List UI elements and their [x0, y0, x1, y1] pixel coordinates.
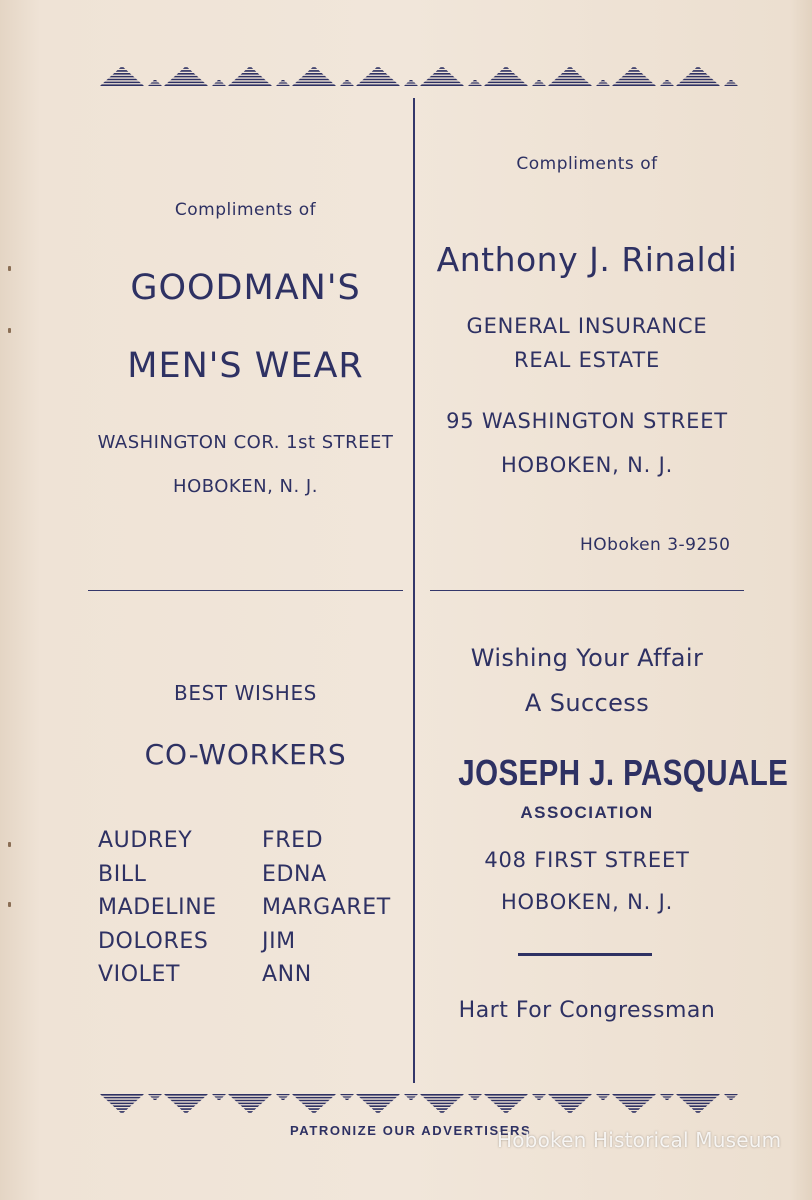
border-stripe [726, 1096, 735, 1097]
border-stripe [473, 80, 478, 81]
border-stripe [534, 82, 543, 83]
city-text: HOBOKEN, N. J. [500, 890, 674, 914]
border-stripe [119, 1111, 125, 1113]
border-stripe [665, 80, 670, 81]
border-stripe [660, 1094, 674, 1095]
border-stripe [116, 1108, 129, 1110]
border-stripe [340, 1094, 354, 1095]
border-stripe [436, 1108, 449, 1110]
address-text: 408 FIRST STREET [484, 848, 690, 872]
border-stripe [628, 1108, 641, 1110]
border-stripe [365, 1103, 390, 1105]
border-stripe [493, 76, 518, 78]
border-stripe [278, 1096, 287, 1097]
border-stripe [214, 1096, 223, 1097]
wish-line1: Wishing Your Affair [470, 644, 704, 672]
border-stripe [420, 84, 464, 86]
border-stripe [177, 1105, 196, 1107]
border-stripe [241, 73, 260, 75]
border-stripe [340, 85, 354, 86]
border-stripe [439, 67, 445, 69]
border-stripe [490, 79, 521, 81]
border-stripe [342, 82, 351, 83]
border-stripe [311, 1111, 317, 1113]
border-stripe [369, 1105, 388, 1107]
border-stripe [554, 1100, 585, 1102]
border-stripe [164, 1094, 208, 1096]
border-stripe [106, 79, 137, 81]
border-stripe [676, 84, 720, 86]
border-stripe [596, 85, 610, 86]
coworker-name: MADELINE [98, 895, 217, 920]
border-stripe [278, 82, 287, 83]
city-text: HOBOKEN, N. J. [500, 453, 674, 477]
border-stripe [726, 82, 735, 83]
border-stripe [436, 70, 449, 72]
border-stripe [362, 79, 393, 81]
border-stripe [301, 76, 326, 78]
border-stripe [170, 1100, 201, 1102]
border-stripe [612, 84, 656, 86]
border-stripe [548, 84, 592, 86]
border-stripe [295, 82, 333, 84]
border-stripe [177, 73, 196, 75]
border-stripe [662, 82, 671, 83]
business-name-line1: GOODMAN'S [130, 268, 361, 308]
border-stripe [148, 85, 162, 86]
person-name: Anthony J. Rinaldi [436, 240, 738, 279]
border-stripe [625, 1105, 644, 1107]
right-horizontal-divider [430, 590, 744, 591]
border-stripe [217, 80, 222, 81]
border-stripe [100, 84, 144, 86]
border-stripe [439, 1111, 445, 1113]
border-stripe [180, 1108, 193, 1110]
border-stripe [618, 1100, 649, 1102]
border-stripe [356, 84, 400, 86]
border-stripe [298, 79, 329, 81]
border-stripe [342, 1096, 351, 1097]
border-stripe [103, 1097, 141, 1099]
wish-line2: A Success [524, 689, 650, 717]
border-stripe [493, 1103, 518, 1105]
border-stripe [551, 1097, 589, 1099]
border-stripe [113, 73, 132, 75]
border-stripe [409, 80, 414, 81]
border-stripe [420, 1094, 464, 1096]
border-stripe [244, 1108, 257, 1110]
border-stripe [685, 1103, 710, 1105]
border-stripe [308, 1108, 321, 1110]
border-stripe [551, 82, 589, 84]
border-stripe [237, 1103, 262, 1105]
border-stripe [241, 1105, 260, 1107]
coworker-name: FRED [262, 828, 324, 853]
border-stripe [679, 1097, 717, 1099]
border-stripe [682, 1100, 713, 1102]
greeting-text: BEST WISHES [174, 681, 317, 705]
border-stripe [234, 1100, 265, 1102]
border-stripe [106, 1100, 137, 1102]
border-stripe [295, 1097, 333, 1099]
border-stripe [490, 1100, 521, 1102]
border-stripe [167, 82, 205, 84]
border-stripe [298, 1100, 329, 1102]
border-stripe [679, 82, 717, 84]
border-stripe [433, 73, 452, 75]
border-stripe [554, 79, 585, 81]
binding-mark [8, 842, 11, 847]
border-stripe [153, 1099, 158, 1100]
border-stripe [665, 1099, 670, 1100]
coworker-name: VIOLET [98, 962, 181, 987]
border-stripe [618, 79, 649, 81]
border-stripe [423, 1097, 461, 1099]
border-stripe [180, 70, 193, 72]
border-stripe [470, 82, 479, 83]
service-line2: REAL ESTATE [513, 348, 661, 372]
border-stripe [660, 85, 674, 86]
names-column-2 [262, 824, 391, 992]
border-stripe [567, 1111, 573, 1113]
border-stripe [356, 1094, 400, 1096]
border-stripe [150, 82, 159, 83]
address-text: 95 WASHINGTON STREET [446, 409, 728, 433]
border-stripe [153, 80, 158, 81]
border-stripe [564, 70, 577, 72]
left-horizontal-divider [88, 590, 403, 591]
border-stripe [564, 1108, 577, 1110]
border-stripe [503, 67, 509, 69]
top-decorative-border [88, 64, 744, 86]
border-stripe [557, 76, 582, 78]
binding-mark [8, 902, 11, 907]
border-stripe [345, 80, 350, 81]
border-stripe [729, 80, 734, 81]
border-stripe [426, 79, 457, 81]
border-stripe [468, 1094, 482, 1095]
compliments-text: Compliments of [174, 200, 317, 220]
border-stripe [305, 73, 324, 75]
footer-text: PATRONIZE OUR ADVERTISERS [290, 1123, 532, 1138]
border-stripe [625, 73, 644, 75]
border-stripe [601, 80, 606, 81]
border-stripe [164, 84, 208, 86]
border-stripe [247, 1111, 253, 1113]
border-stripe [532, 85, 546, 86]
border-stripe [662, 1096, 671, 1097]
border-stripe [113, 1105, 132, 1107]
border-stripe [369, 73, 388, 75]
border-stripe [628, 70, 641, 72]
border-stripe [500, 70, 513, 72]
slogan-text: Hart For Congressman [458, 998, 716, 1023]
border-stripe [676, 1094, 720, 1096]
border-stripe [484, 1094, 528, 1096]
border-stripe [372, 70, 385, 72]
names-column-1 [98, 824, 217, 992]
business-name-line2: MEN'S WEAR [127, 346, 364, 386]
border-stripe [631, 67, 637, 69]
border-stripe [487, 1097, 525, 1099]
coworker-name: JIM [262, 928, 296, 954]
border-stripe [484, 84, 528, 86]
border-stripe [247, 67, 253, 69]
border-stripe [212, 1094, 226, 1095]
border-stripe [375, 1111, 381, 1113]
border-stripe [228, 1094, 272, 1096]
bottom-decorative-border [88, 1094, 744, 1116]
border-stripe [119, 67, 125, 69]
border-stripe [109, 1103, 134, 1105]
border-stripe [685, 76, 710, 78]
short-rule [518, 953, 652, 956]
border-stripe [598, 1096, 607, 1097]
binding-mark [8, 328, 11, 333]
border-stripe [372, 1108, 385, 1110]
border-stripe [429, 1103, 454, 1105]
border-stripe [695, 67, 701, 69]
border-stripe [429, 76, 454, 78]
border-stripe [231, 82, 269, 84]
border-stripe [365, 76, 390, 78]
center-vertical-divider [413, 98, 415, 1083]
border-stripe [561, 1105, 580, 1107]
border-stripe [281, 80, 286, 81]
border-stripe [404, 1094, 418, 1095]
border-stripe [103, 82, 141, 84]
border-stripe [615, 82, 653, 84]
border-stripe [359, 1097, 397, 1099]
museum-watermark: Hoboken Historical Museum [497, 1128, 782, 1152]
border-stripe [470, 1096, 479, 1097]
border-stripe [183, 67, 189, 69]
border-stripe [228, 84, 272, 86]
border-stripe [561, 73, 580, 75]
border-stripe [167, 1097, 205, 1099]
border-stripe [682, 79, 713, 81]
border-stripe [311, 67, 317, 69]
border-stripe [276, 85, 290, 86]
border-stripe [305, 1105, 324, 1107]
border-stripe [345, 1099, 350, 1100]
border-stripe [170, 79, 201, 81]
border-stripe [557, 1103, 582, 1105]
coworker-name: AUDREY [98, 828, 193, 853]
coworker-name: BILL [98, 861, 147, 887]
border-stripe [532, 1094, 546, 1095]
border-stripe [404, 85, 418, 86]
border-stripe [423, 82, 461, 84]
service-line1: GENERAL INSURANCE [466, 314, 708, 338]
binding-mark [8, 266, 11, 271]
border-stripe [214, 82, 223, 83]
border-stripe [598, 82, 607, 83]
border-stripe [375, 67, 381, 69]
border-stripe [426, 1100, 457, 1102]
border-stripe [359, 82, 397, 84]
border-stripe [695, 1111, 701, 1113]
association-type: ASSOCIATION [520, 803, 654, 822]
coworker-name: ANN [262, 962, 312, 987]
border-stripe [596, 1094, 610, 1095]
association-name: JOSEPH J. PASQUALE [458, 752, 789, 793]
compliments-text: Compliments of [516, 154, 658, 174]
border-stripe [612, 1094, 656, 1096]
border-stripe [537, 80, 542, 81]
border-stripe [689, 73, 708, 75]
border-stripe [724, 1094, 738, 1095]
border-stripe [503, 1111, 509, 1113]
address-text: WASHINGTON COR. 1st STREET [97, 432, 394, 453]
border-stripe [487, 82, 525, 84]
border-stripe [548, 1094, 592, 1096]
border-stripe [237, 76, 262, 78]
border-stripe [468, 85, 482, 86]
border-stripe [109, 76, 134, 78]
coworker-name: MARGARET [262, 895, 391, 920]
border-stripe [231, 1097, 269, 1099]
border-stripe [729, 1099, 734, 1100]
border-stripe [100, 1094, 144, 1096]
border-stripe [116, 70, 129, 72]
border-stripe [183, 1111, 189, 1113]
border-stripe [148, 1094, 162, 1095]
border-stripe [308, 70, 321, 72]
border-stripe [212, 85, 226, 86]
border-stripe [281, 1099, 286, 1100]
border-stripe [433, 1105, 452, 1107]
border-stripe [150, 1096, 159, 1097]
border-stripe [631, 1111, 637, 1113]
border-stripe [362, 1100, 393, 1102]
border-stripe [497, 73, 516, 75]
border-stripe [724, 85, 738, 86]
border-stripe [409, 1099, 414, 1100]
border-stripe [173, 76, 198, 78]
border-stripe [534, 1096, 543, 1097]
city-text: HOBOKEN, N. J. [173, 476, 318, 497]
border-stripe [301, 1103, 326, 1105]
border-stripe [217, 1099, 222, 1100]
border-stripe [406, 82, 415, 83]
border-stripe [601, 1099, 606, 1100]
coworkers-title: CO-WORKERS [144, 738, 347, 771]
border-stripe [621, 1103, 646, 1105]
border-stripe [244, 70, 257, 72]
border-stripe [292, 84, 336, 86]
border-stripe [500, 1108, 513, 1110]
border-stripe [406, 1096, 415, 1097]
border-stripe [473, 1099, 478, 1100]
phone-number: HOboken 3-9250 [580, 535, 731, 555]
coworker-name: EDNA [262, 861, 327, 887]
border-stripe [173, 1103, 198, 1105]
border-stripe [234, 79, 265, 81]
border-stripe [292, 1094, 336, 1096]
border-stripe [692, 70, 705, 72]
border-stripe [276, 1094, 290, 1095]
border-stripe [692, 1108, 705, 1110]
border-stripe [689, 1105, 708, 1107]
border-stripe [615, 1097, 653, 1099]
border-stripe [567, 67, 573, 69]
border-stripe [537, 1099, 542, 1100]
border-stripe [497, 1105, 516, 1107]
coworker-name: DOLORES [98, 928, 209, 954]
border-stripe [621, 76, 646, 78]
